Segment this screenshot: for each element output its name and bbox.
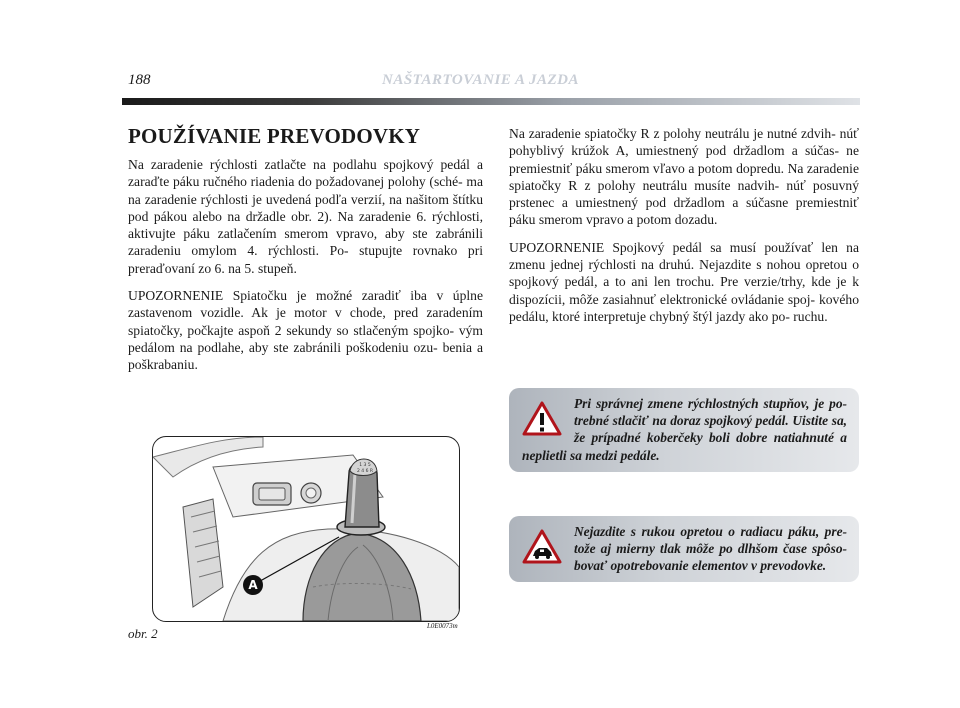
chapter-title: NAŠTARTOVANIE A JAZDA: [382, 72, 579, 88]
warning-triangle-icon: [522, 401, 562, 437]
figure-caption: obr. 2: [128, 626, 158, 641]
knob-shift-pattern: [352, 463, 378, 475]
knob-pattern-row-1: 1 3 5: [359, 463, 371, 468]
figure-gear-lever: [152, 436, 460, 622]
right-column: [509, 125, 859, 335]
figure-code: L0E0073m: [427, 622, 458, 630]
right-paragraph-1: Na zaradenie spiatočky R z polohy neutrálu je nutné zdvih- núť pohyblivý krúžok A, umiestnený pod držadlom a súčas- ne premiestniť páku smerom vľavo a potom dopredu. Na zaradenie spiatočky R z polohy neutrálu musíte nadvih- núť posuvný prstenec a umiestnený pod držadlom a súčasne premiestniť páku smerom vpravo a potom dozadu.: [509, 126, 859, 228]
car-caution-triangle-icon: [522, 529, 562, 565]
page-number: 188: [128, 72, 151, 88]
warning-text-hand-on-lever: Nejazdite s rukou opretou o radiacu páku, pre- tože aj mierny tlak môže po dlhšom čase spôso- bovať opotrebovanie elementov v prevodovke.: [574, 524, 847, 574]
warning-text-clutch: Pri správnej zmene rýchlostných stupňov, je po- trebné stlačiť na doraz spojkový pedál. Uistite sa, že prípadné koberčeky boli dobre natiahnuté a neplietli sa medzi pedále.: [522, 396, 847, 463]
warning-box-clutch: [509, 388, 859, 472]
callout-label-a: A: [248, 578, 258, 592]
left-paragraph-1: Na zaradenie rýchlosti zatlačte na podlahu spojkový pedál a zaraďte páku ručného riadenia do požadovanej polohy (sché- ma na zaradenie rýchlosti je uvedená podľa verzií, na našitom štítku pod pákou alebo na držadle obr. 2). Na zaradenie 6. rýchlosti, aktivujte páku zatlačením smerom vpravo, aby ste zabránili zaradeniu omylom 4. rýchlosti. Po- stupujte rovnako pri preraďovaní zo 6. na 5. stupeň.: [128, 157, 483, 276]
left-paragraph-2: UPOZORNENIE Spiatočku je možné zaradiť iba v úplne zastavenom vozidle. Ak je motor v chode, pred zaradením spiatočky, počkajte aspoň 2 sekundy so stlačeným spojko- vým pedálom na podlahe, aby ste zabránili poškodeniu ozu- benia a poškrabaniu.: [128, 288, 483, 373]
left-column: [128, 156, 483, 384]
header-rule: [122, 98, 860, 105]
right-paragraph-2: UPOZORNENIE Spojkový pedál sa musí používať len na zmenu jednej rýchlosti na druhú. Nejazdite s nohou opretou o spojkový pedál, a to ani len trochu. Pre verzie/trhy, kde je k dispozícii, môže zasiahnuť elektronické ovládanie spoj- kového pedálu, ktoré interpretuje chybný štýl jazdy ako po- ruchu.: [509, 239, 859, 324]
warning-box-hand-on-lever: [509, 516, 859, 582]
knob-pattern-row-2: 2 4 6 R: [356, 469, 373, 474]
section-title: POUŽÍVANIE PREVODOVKY: [128, 124, 421, 148]
gear-lever-illustration: [153, 437, 459, 621]
